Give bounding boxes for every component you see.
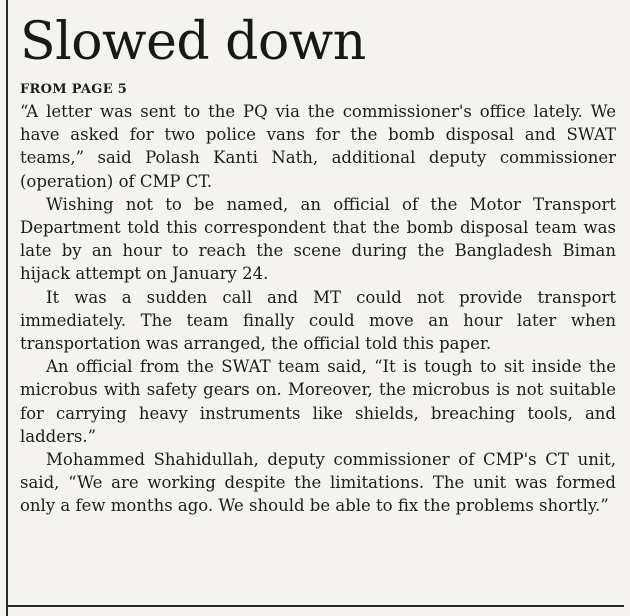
paragraph: Wishing not to be named, an official of the Motor Transport Department told this correspondent that the bomb disposal team was late by an hour to reach the scene during the Bangladesh Biman hijack attempt on January 24. [20,194,616,284]
dateline: FROM PAGE 5 [20,82,128,97]
left-column-rule [6,0,8,616]
paragraph: Mohammed Shahidullah, deputy commissioner of CMP's CT unit, said, “We are working despite the limitations. The unit was formed only a few months ago. We should be able to fix the problems shortly.” [20,450,616,516]
bottom-rule [6,605,624,607]
paragraph: An official from the SWAT team said, “It is tough to sit inside the microbus with safety gears on. Moreover, the microbus is not suitable for carrying heavy instruments like shields, breaching tools, and ladders.” [20,357,616,446]
headline: Slowed down [20,12,366,72]
news-article [20,6,616,518]
article-body [20,100,616,518]
paragraph: “A letter was sent to the PQ via the commissioner's office lately. We have asked for two police vans for the bomb disposal and SWAT teams,” said Polash Kanti Nath, additional deputy commissioner (operation) of CMP CT. [20,102,616,191]
paragraph: It was a sudden call and MT could not provide transport immediately. The team finally could move an hour later when transportation was arranged, the official told this paper. [20,287,616,354]
